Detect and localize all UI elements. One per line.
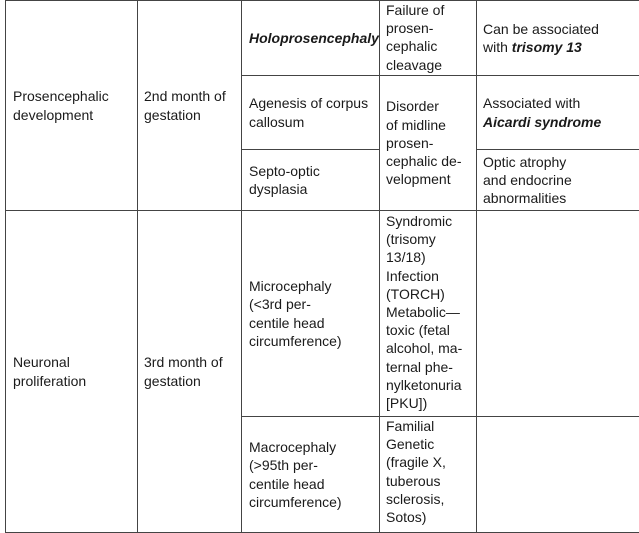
disorder-text: Macrocephaly — [249, 438, 374, 456]
causes-cell-microcephaly — [380, 211, 477, 417]
disorder-text: centile head — [249, 475, 374, 493]
disorder-cell-macrocephaly — [242, 417, 380, 533]
note-emphasis: Aicardi syndrome — [483, 113, 634, 131]
cause-text: ternal phe- — [386, 358, 474, 376]
note-text: Associated with — [483, 94, 634, 112]
cause-text: Familial — [386, 417, 474, 435]
timing-cell-neuronal — [138, 211, 242, 533]
cause-text: (fragile X, — [386, 453, 474, 471]
note-text: with — [483, 39, 512, 55]
note-cell-microcephaly — [477, 211, 639, 417]
cause-text: alcohol, ma- — [386, 339, 474, 357]
note-text: abnormalities — [483, 189, 634, 207]
mechanism-text: cleavage — [386, 56, 474, 74]
note-cell-septo-optic — [477, 150, 639, 211]
disorder-text: circumference) — [249, 332, 374, 350]
timing-text: 3rd month of — [144, 353, 236, 371]
disorder-cell-holoprosencephaly — [242, 1, 380, 76]
mechanism-text: Failure of — [386, 1, 474, 19]
causes-cell-macrocephaly — [380, 417, 477, 533]
mechanism-text: cephalic de- — [386, 152, 474, 170]
mechanism-cell-holoprosencephaly — [380, 1, 477, 76]
disorder-text: Holoprosencephaly — [249, 29, 374, 47]
stage-cell-prosencephalic — [6, 1, 138, 211]
stage-cell-neuronal — [6, 211, 138, 533]
timing-text: gestation — [144, 372, 236, 390]
disorder-text: Microcephaly — [249, 277, 374, 295]
cause-text: (TORCH) — [386, 285, 474, 303]
note-cell-macrocephaly — [477, 417, 639, 533]
table — [5, 0, 639, 533]
cause-text: Sotos) — [386, 508, 474, 526]
cause-text: nylketonuria — [386, 376, 474, 394]
disorder-text: (>95th per- — [249, 456, 374, 474]
disorder-text: callosum — [249, 113, 374, 131]
mechanism-text: prosen- — [386, 134, 474, 152]
mechanism-text: prosen- — [386, 19, 474, 37]
disorder-text: Septo-optic — [249, 162, 374, 180]
disorder-text: circumference) — [249, 493, 374, 511]
disorder-text: Agenesis of corpus — [249, 94, 374, 112]
cause-text: [PKU]) — [386, 394, 474, 412]
disorder-cell-agenesis — [242, 76, 380, 150]
cause-text: toxic (fetal — [386, 321, 474, 339]
cause-text: Metabolic— — [386, 303, 474, 321]
cause-text: Infection — [386, 267, 474, 285]
timing-text: gestation — [144, 106, 236, 124]
cause-text: 13/18) — [386, 248, 474, 266]
disorders-table — [5, 0, 639, 532]
cause-text: (trisomy — [386, 230, 474, 248]
mechanism-text: cephalic — [386, 37, 474, 55]
cause-text: Genetic — [386, 435, 474, 453]
stage-text: Neuronal — [13, 353, 132, 371]
mechanism-text: Disorder — [386, 97, 474, 115]
disorder-cell-septo-optic — [242, 150, 380, 211]
note-text: Optic atrophy — [483, 153, 634, 171]
disorder-text: dysplasia — [249, 180, 374, 198]
note-text: and endocrine — [483, 171, 634, 189]
stage-text: Prosencephalic — [13, 87, 132, 105]
stage-text: proliferation — [13, 372, 132, 390]
cause-text: sclerosis, — [386, 490, 474, 508]
disorder-text: centile head — [249, 314, 374, 332]
note-emphasis: trisomy 13 — [512, 39, 582, 55]
cause-text: tuberous — [386, 472, 474, 490]
table-row — [6, 1, 639, 76]
table-row — [6, 211, 639, 417]
disorder-cell-microcephaly — [242, 211, 380, 417]
cause-text: Syndromic — [386, 212, 474, 230]
note-text-line — [483, 38, 634, 56]
mechanism-text: velopment — [386, 170, 474, 188]
note-text: Can be associated — [483, 20, 634, 38]
note-cell-holoprosencephaly — [477, 1, 639, 76]
stage-text: development — [13, 106, 132, 124]
timing-cell-prosencephalic — [138, 1, 242, 211]
mechanism-text: of midline — [386, 116, 474, 134]
mechanism-cell-midline — [380, 76, 477, 211]
note-cell-agenesis — [477, 76, 639, 150]
disorder-text: (<3rd per- — [249, 295, 374, 313]
timing-text: 2nd month of — [144, 87, 236, 105]
